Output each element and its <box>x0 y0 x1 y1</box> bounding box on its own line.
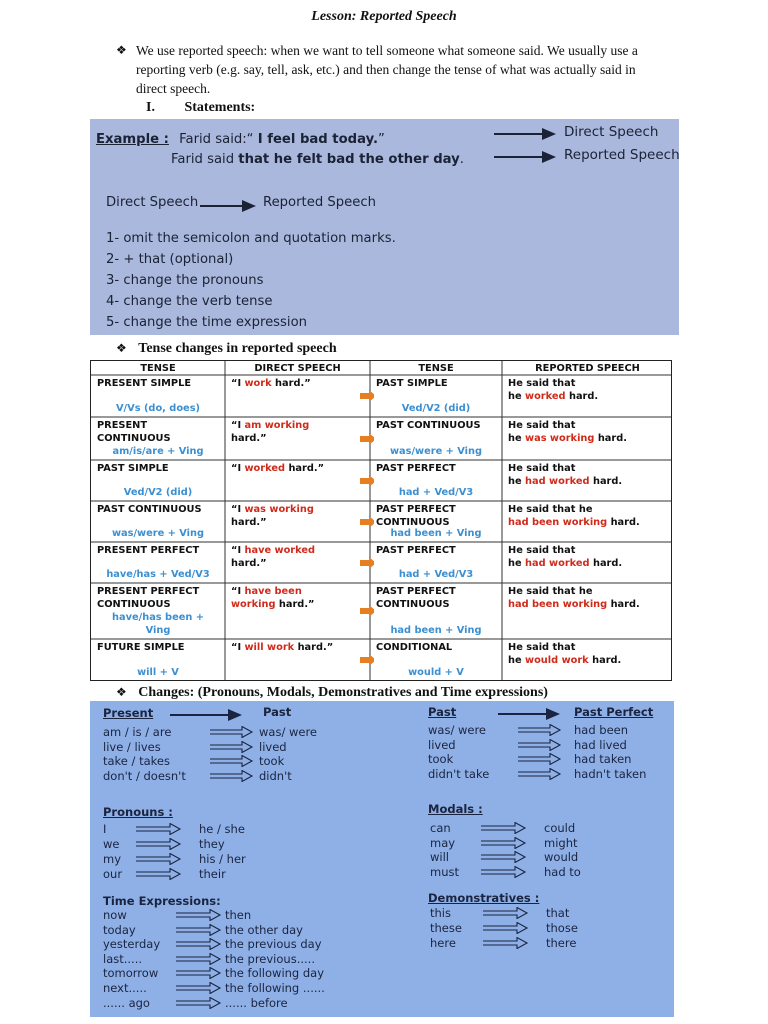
pronoun: we <box>103 837 120 851</box>
orange-arrow-icon <box>360 557 374 567</box>
hollow-arrow-icon <box>483 907 537 919</box>
tense-formula: Ving <box>145 625 171 636</box>
hollow-arrow-icon <box>136 853 190 865</box>
tense-table <box>90 360 672 681</box>
hollow-arrow-icon <box>176 953 230 965</box>
direct-speech-verb: am working <box>244 420 310 431</box>
past-perfect-form: had lived <box>574 737 627 752</box>
direct-speech-quote: “I <box>231 378 245 389</box>
tense-formula: was/were + Ving <box>111 528 205 539</box>
reported-verb: worked <box>525 391 566 402</box>
direct-speech-quote: “I <box>231 463 245 474</box>
past-form: lived <box>428 737 456 752</box>
reported-speech-intro: He said that <box>508 545 576 556</box>
hollow-arrow-icon <box>518 768 570 780</box>
hollow-arrow-icon <box>481 837 535 849</box>
reported-verb: had been working <box>508 599 608 610</box>
reported-pronoun: he <box>508 433 526 444</box>
arrow-head-icon <box>542 151 556 163</box>
hollow-arrow-icon <box>210 741 262 753</box>
direct-speech-end: hard.” <box>271 378 311 389</box>
reported-pronoun: they <box>199 837 225 851</box>
direct-speech-verb: work <box>244 378 272 389</box>
reported-speech-text <box>508 516 640 529</box>
reported-time-expression: the following ...... <box>225 981 325 995</box>
hollow-arrow-icon <box>176 924 230 936</box>
tense-heading: ❖ Tense changes in reported speech <box>116 341 337 356</box>
table-header: TENSE <box>140 363 176 374</box>
reported-tense-name: PAST PERFECT <box>376 504 456 515</box>
reported-pronoun: he <box>508 558 526 569</box>
direct-speech-verb: worked <box>244 463 286 474</box>
tense-name: CONTINUOUS <box>97 599 171 610</box>
direct-speech-end: hard.” <box>231 517 267 528</box>
arrow-icon <box>200 205 246 207</box>
direct-speech-tag: Direct Speech <box>564 124 659 140</box>
time-expression: next..... <box>103 981 147 995</box>
present-form: am / is / are <box>103 725 172 739</box>
modal: may <box>430 835 456 850</box>
orange-arrow-icon <box>360 654 374 664</box>
hollow-arrow-icon <box>210 755 262 767</box>
reported-tense-formula: had + Ved/V3 <box>398 569 474 580</box>
reported-end: hard. <box>589 558 623 569</box>
modals-heading: Modals : <box>428 802 483 816</box>
step-item: 4- change the verb tense <box>106 294 273 309</box>
reported-speech-intro: He said that <box>508 420 576 431</box>
present-heading: Present <box>103 706 154 720</box>
direct-speech-quote: “I <box>231 504 245 515</box>
page-title: Lesson: Reported Speech <box>311 9 457 24</box>
reported-end: hard. <box>607 517 640 528</box>
past-form: took <box>428 752 454 766</box>
example-line-1: Example : Farid said:“ I feel bad today.” <box>96 132 385 147</box>
example-label: Example : <box>96 132 169 147</box>
table-header: DIRECT SPEECH <box>254 363 341 374</box>
pronoun: I <box>103 822 107 836</box>
reported-speech-text <box>508 598 640 611</box>
orange-arrow-icon <box>360 475 374 485</box>
direct-speech-verb: was working <box>244 504 314 515</box>
reported-verb: was working <box>525 433 595 444</box>
hollow-arrow-icon <box>176 909 230 921</box>
hollow-arrow-icon <box>176 938 230 950</box>
step-item: 5- change the time expression <box>106 315 308 330</box>
reported-end: hard. <box>594 433 627 444</box>
reported-demonstrative: that <box>546 906 570 920</box>
direct-speech-end: hard.” <box>285 463 325 474</box>
direct-speech-end: hard.” <box>294 642 334 653</box>
example-photo <box>90 119 679 335</box>
reported-speech-intro: He said that he <box>508 504 593 515</box>
direct-speech-text <box>231 419 309 432</box>
step-item: 3- change the pronouns <box>106 273 264 288</box>
reported-tense-name: PAST SIMPLE <box>376 378 448 389</box>
past-form: didn't take <box>428 766 490 781</box>
direct-speech-text-cont <box>231 557 267 570</box>
flow-from: Direct Speech <box>106 195 199 210</box>
reported-speech-text <box>508 475 622 488</box>
time-expression: last..... <box>103 951 143 966</box>
direct-speech-text-cont <box>231 432 267 445</box>
reported-verb: had been working <box>508 517 608 528</box>
reported-tense-formula: Ved/V2 (did) <box>401 403 471 414</box>
reported-speech-intro: He said that <box>508 463 576 474</box>
reported-speech-intro: He said that <box>508 378 576 389</box>
flow-to: Reported Speech <box>263 195 376 210</box>
reported-time-expression: the following day <box>225 966 325 981</box>
direct-speech-verb: have been <box>244 586 302 597</box>
present-form: take / takes <box>103 754 170 768</box>
direct-speech-text <box>231 544 315 557</box>
tense-name: PRESENT PERFECT <box>97 545 200 556</box>
diamond-bullet-icon: ❖ <box>116 341 127 355</box>
tense-name: CONTINUOUS <box>97 433 171 444</box>
direct-speech-text <box>231 585 302 598</box>
hollow-arrow-icon <box>518 724 570 736</box>
reported-verb: had worked <box>525 558 590 569</box>
pronoun: my <box>103 852 122 866</box>
direct-speech-text <box>231 503 314 516</box>
table-header: REPORTED SPEECH <box>535 363 640 374</box>
reported-pronoun: their <box>199 867 226 881</box>
time-expression: now <box>103 908 127 922</box>
reported-tense-name: PAST PERFECT <box>376 545 456 556</box>
direct-speech-quote: “I <box>231 642 245 653</box>
time-expression: yesterday <box>103 937 161 952</box>
time-expression: ...... ago <box>103 995 150 1010</box>
hollow-arrow-icon <box>176 982 230 994</box>
arrow-icon <box>494 156 544 158</box>
diamond-bullet-icon: ❖ <box>116 685 127 699</box>
reported-tense-formula: had + Ved/V3 <box>398 487 474 498</box>
tense-formula: am/is/are + Ving <box>112 446 204 457</box>
reported-tense-formula: was/were + Ving <box>389 446 483 457</box>
past-heading-2: Past <box>428 705 457 719</box>
reported-modal: could <box>544 821 576 835</box>
reported-end: hard. <box>607 599 640 610</box>
modal: will <box>430 850 449 864</box>
reported-time-expression: the previous..... <box>225 951 315 966</box>
time-expression: tomorrow <box>103 966 159 981</box>
reported-tense-name: CONTINUOUS <box>376 599 450 610</box>
tense-name: PRESENT PERFECT <box>97 586 200 597</box>
direct-speech-text-cont <box>231 598 315 611</box>
reported-demonstrative: those <box>546 920 578 935</box>
tense-formula: will + V <box>137 667 179 678</box>
step-item: 1- omit the semicolon and quotation marks. <box>106 231 396 246</box>
arrow-icon <box>170 714 230 716</box>
reported-modal: would <box>544 850 579 864</box>
hollow-arrow-icon <box>136 868 190 880</box>
reported-modal: had to <box>544 864 581 879</box>
reported-time-expression: the other day <box>225 922 303 937</box>
past-form: didn't <box>259 768 292 783</box>
reported-speech-tag: Reported Speech <box>564 147 680 163</box>
hollow-arrow-icon <box>481 851 535 863</box>
reported-end: hard. <box>565 391 599 402</box>
reported-demonstrative: there <box>546 935 577 950</box>
demonstrative: these <box>430 920 462 935</box>
direct-speech-verb: will work <box>244 642 295 653</box>
step-item: 2- + that (optional) <box>106 252 234 267</box>
reported-speech-intro: He said that <box>508 642 576 653</box>
direct-speech-end: hard.” <box>275 599 315 610</box>
past-form: lived <box>259 739 287 754</box>
arrow-head-icon <box>242 200 256 212</box>
reported-tense-name: CONDITIONAL <box>376 642 453 653</box>
past-perfect-form: had taken <box>574 752 632 766</box>
tense-name: PRESENT <box>97 420 148 431</box>
direct-speech-text-cont <box>231 516 267 529</box>
reported-end: hard. <box>588 655 622 666</box>
reported-tense-name: CONTINUOUS <box>376 517 450 528</box>
direct-speech-end: hard.” <box>231 433 267 444</box>
orange-arrow-icon <box>360 516 374 526</box>
reported-verb: had worked <box>525 476 590 487</box>
past-form: was/ were <box>259 725 318 739</box>
direct-speech-verb: have worked <box>244 545 316 556</box>
reported-time-expression: then <box>225 908 252 922</box>
direct-speech-quote: “I <box>231 420 245 431</box>
hollow-arrow-icon <box>483 922 537 934</box>
arrow-icon <box>498 713 548 715</box>
hollow-arrow-icon <box>481 866 535 878</box>
arrow-icon <box>494 133 544 135</box>
reported-end: hard. <box>589 476 623 487</box>
direct-speech-quote: “I <box>231 545 245 556</box>
reported-pronoun: his / her <box>199 852 246 866</box>
present-form: don't / doesn't <box>103 768 186 783</box>
arrow-head-icon <box>228 709 242 721</box>
changes-photo <box>90 701 674 1017</box>
hollow-arrow-icon <box>483 937 537 949</box>
modal: must <box>430 864 459 879</box>
demonstrative: here <box>430 935 456 950</box>
section-title: Statements: <box>184 100 256 115</box>
reported-tense-name: PAST PERFECT <box>376 586 456 597</box>
tense-name: FUTURE SIMPLE <box>97 642 185 653</box>
demonstrative: this <box>430 906 451 920</box>
hollow-arrow-icon <box>136 823 190 835</box>
past-heading: Past <box>263 705 292 719</box>
diamond-bullet-icon: ❖ <box>116 43 127 57</box>
tense-name: PAST SIMPLE <box>97 463 169 474</box>
hollow-arrow-icon <box>481 822 535 834</box>
direct-speech-quote: “I <box>231 586 245 597</box>
hollow-arrow-icon <box>210 726 262 738</box>
reported-tense-formula: had been + Ving <box>390 625 482 636</box>
present-form: live / lives <box>103 739 161 754</box>
reported-tense-name: PAST PERFECT <box>376 463 456 474</box>
tense-name: PRESENT SIMPLE <box>97 378 192 389</box>
direct-speech-text <box>231 377 311 390</box>
reported-time-expression: ...... before <box>225 995 288 1010</box>
pronouns-heading: Pronouns : <box>103 805 173 819</box>
reported-speech-text <box>508 432 627 445</box>
hollow-arrow-icon <box>210 770 262 782</box>
past-perfect-form: had been <box>574 723 629 737</box>
past-form: took <box>259 754 285 768</box>
hollow-arrow-icon <box>518 739 570 751</box>
reported-speech-text <box>508 654 621 667</box>
reported-speech-text <box>508 557 622 570</box>
direct-speech-end: hard.” <box>231 558 267 569</box>
reported-pronoun: he <box>508 391 526 402</box>
tense-formula: have/has been + <box>112 612 204 623</box>
orange-arrow-icon <box>360 605 374 615</box>
reported-tense-formula: had been + Ving <box>390 528 482 539</box>
reported-pronoun: he / she <box>199 822 245 836</box>
hollow-arrow-icon <box>176 967 230 979</box>
tense-formula: Ved/V2 (did) <box>123 487 193 498</box>
orange-arrow-icon <box>360 433 374 443</box>
time-expression: today <box>103 922 136 937</box>
reported-speech-text <box>508 390 598 403</box>
reported-tense-name: PAST CONTINUOUS <box>376 420 481 431</box>
demonstratives-heading: Demonstratives : <box>428 891 540 905</box>
past-perfect-form: hadn't taken <box>574 766 647 781</box>
arrow-head-icon <box>546 708 560 720</box>
direct-speech-verb: working <box>231 599 276 610</box>
example-line-2: Farid said that he felt bad the other day. <box>171 152 464 167</box>
reported-pronoun: he <box>508 655 526 666</box>
time-heading: Time Expressions: <box>103 894 221 908</box>
tense-name: PAST CONTINUOUS <box>97 504 202 515</box>
intro-text: We use reported speech: when we want to tell someone what someone said. We usually use a reporting verb (e.g. say, tell, ask, etc.) and then change the tense of what was actually said in direct speech. <box>136 43 638 96</box>
section-number: I. <box>146 100 155 115</box>
past-form: was/ were <box>428 723 487 737</box>
orange-arrow-icon <box>360 390 374 400</box>
reported-speech-intro: He said that he <box>508 586 593 597</box>
reported-tense-formula: would + V <box>408 667 464 678</box>
direct-speech-text <box>231 641 333 654</box>
past-perfect-heading: Past Perfect <box>574 705 654 719</box>
hollow-arrow-icon <box>518 753 570 765</box>
direct-speech-text <box>231 462 324 475</box>
arrow-head-icon <box>542 128 556 140</box>
tense-formula: V/Vs (do, does) <box>115 403 201 414</box>
hollow-arrow-icon <box>136 838 190 850</box>
reported-pronoun: he <box>508 476 526 487</box>
table-header: TENSE <box>418 363 454 374</box>
changes-heading: ❖ Changes: (Pronouns, Modals, Demonstratives and Time expressions) <box>116 685 548 700</box>
modal: can <box>430 821 451 835</box>
reported-modal: might <box>544 835 578 850</box>
hollow-arrow-icon <box>176 997 230 1009</box>
intro-paragraph <box>116 41 656 98</box>
section-heading <box>146 100 255 116</box>
reported-verb: would work <box>525 655 589 666</box>
tense-formula: have/has + Ved/V3 <box>106 569 210 580</box>
reported-time-expression: the previous day <box>225 937 322 952</box>
pronoun: our <box>103 867 123 881</box>
